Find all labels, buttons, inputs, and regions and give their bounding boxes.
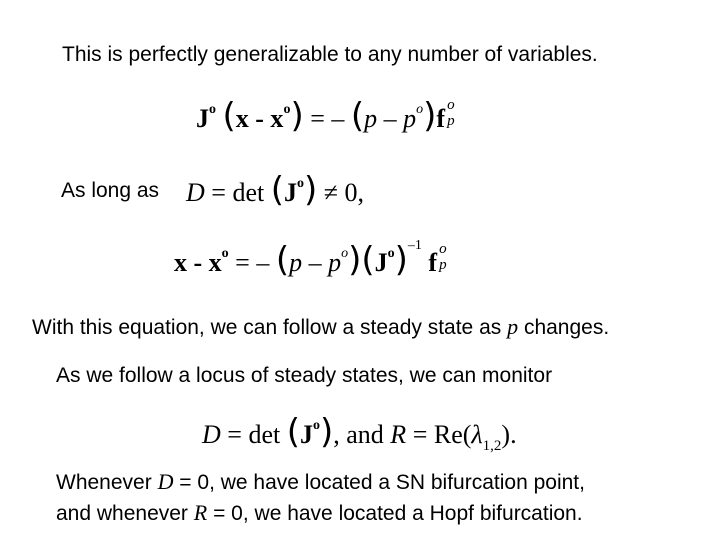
paren-close: ) bbox=[394, 240, 408, 280]
equals-det: = det bbox=[211, 178, 265, 207]
superscript-o: o bbox=[416, 102, 424, 118]
paren-open: ( bbox=[361, 240, 375, 280]
jacobian-symbol: J bbox=[374, 248, 388, 277]
paren-close: ) bbox=[423, 96, 437, 136]
f-superscript: o bbox=[447, 97, 455, 113]
sn-bifurcation-text bbox=[56, 469, 585, 496]
p-variable: p bbox=[507, 314, 519, 339]
D-variable: D bbox=[157, 469, 174, 494]
x-minus-x: x - x bbox=[174, 248, 222, 277]
f-symbol: f bbox=[436, 104, 446, 133]
superscript-o: o bbox=[209, 102, 216, 118]
superscript-o: o bbox=[341, 246, 349, 262]
inverse-exponent: –1 bbox=[407, 238, 422, 254]
superscript-o: o bbox=[283, 102, 291, 118]
paren-open: ( bbox=[286, 412, 300, 452]
paren-close: ) bbox=[348, 240, 362, 280]
jacobian-symbol: J bbox=[299, 420, 313, 449]
paren-open: ( bbox=[222, 96, 236, 136]
text-segment: = 0, we have located a Hopf bifurcation. bbox=[213, 502, 583, 525]
equals-minus: = – bbox=[310, 104, 345, 133]
f-symbol: f bbox=[428, 248, 438, 277]
lambda-symbol: λ bbox=[471, 420, 483, 449]
jacobian-symbol: J bbox=[196, 104, 209, 133]
text-segment: Whenever bbox=[56, 471, 152, 494]
R-symbol: R bbox=[390, 420, 407, 449]
text-segment: With this equation, we can follow a steady state as bbox=[32, 316, 502, 339]
D-symbol: D bbox=[202, 420, 221, 449]
and-text: , and bbox=[333, 420, 384, 449]
paren-close: ) bbox=[319, 412, 334, 452]
text-segment: and whenever bbox=[56, 502, 188, 525]
text-segment: = 0, we have located a SN bifurcation point, bbox=[179, 471, 585, 494]
superscript-o: o bbox=[296, 176, 304, 192]
superscript-o: o bbox=[387, 246, 395, 262]
text-segment: changes. bbox=[523, 316, 610, 339]
equation-3 bbox=[202, 412, 517, 452]
condition-label: As long as bbox=[61, 179, 160, 202]
f-subscript: p bbox=[447, 113, 455, 129]
monitor-text: As we follow a locus of steady states, we can monitor bbox=[56, 364, 553, 387]
superscript-o: o bbox=[221, 246, 229, 262]
p-minus-p: p – p bbox=[364, 104, 417, 133]
steady-state-text bbox=[32, 314, 609, 341]
hopf-bifurcation-text bbox=[56, 500, 583, 527]
equals-minus: = – bbox=[235, 248, 270, 277]
superscript-o: o bbox=[312, 418, 320, 434]
paren-open: ( bbox=[270, 170, 284, 210]
R-variable: R bbox=[193, 500, 208, 525]
paren-open: ( bbox=[275, 240, 290, 280]
p-minus-p: p – p bbox=[289, 248, 342, 277]
jacobian-symbol: J bbox=[283, 178, 297, 207]
f-subscript: p bbox=[439, 257, 447, 273]
closing: ). bbox=[501, 420, 517, 449]
paren-close: ) bbox=[290, 96, 304, 136]
D-symbol: D bbox=[186, 178, 205, 207]
equals-re: = Re( bbox=[412, 420, 472, 449]
f-superscript: o bbox=[439, 241, 447, 257]
not-equal-zero: ≠ 0, bbox=[323, 178, 365, 207]
paren-open: ( bbox=[350, 96, 365, 136]
paren-close: ) bbox=[303, 170, 318, 210]
equation-2 bbox=[174, 240, 453, 280]
equals-det: = det bbox=[227, 420, 281, 449]
lambda-subscript: 1,2 bbox=[482, 438, 502, 454]
x-minus-x: x - x bbox=[235, 104, 284, 133]
equation-1 bbox=[196, 96, 461, 136]
heading: This is perfectly generalizable to any number of variables. bbox=[62, 43, 598, 66]
determinant-condition bbox=[186, 170, 364, 210]
